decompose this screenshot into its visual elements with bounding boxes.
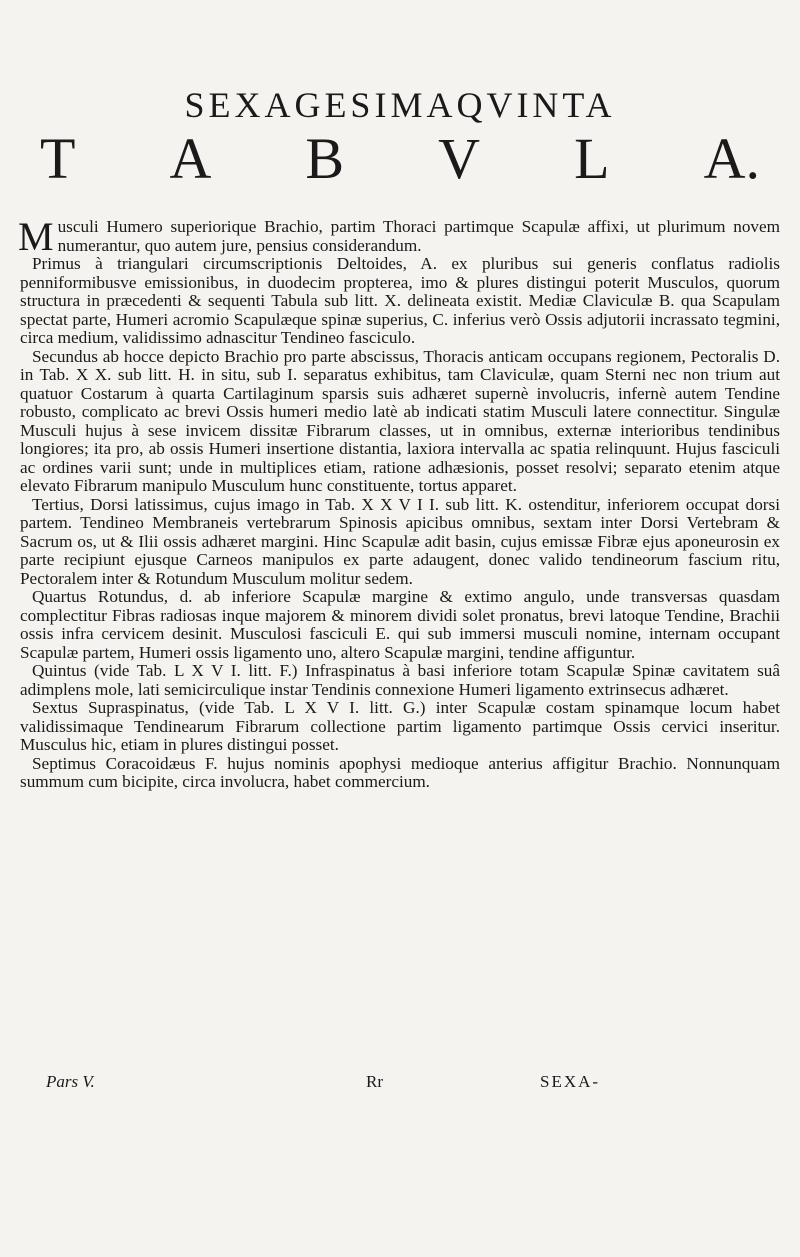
paragraph-text: Quintus (vide Tab. L X V I. litt. F.) Infraspinatus à basi inferiore totam Scapulæ Spinæ cavitatem suâ adimplens mole, lati semicirculique instar Tendinis connexione Humeri ligamento extrinsecus adhæret. (20, 661, 780, 699)
heading-letter: L (574, 126, 610, 191)
paragraph (20, 496, 780, 589)
paragraph (20, 662, 780, 699)
paragraph (20, 699, 780, 755)
heading-letter: T (40, 126, 76, 191)
paragraph (20, 255, 780, 348)
body-text (18, 214, 780, 792)
paragraph (18, 214, 780, 259)
heading-letter: B (305, 126, 345, 191)
heading-letter: A. (703, 126, 760, 191)
paragraph (20, 755, 780, 792)
paragraph (20, 348, 780, 496)
paragraph-text: Septimus Coracoidæus F. hujus nominis apophysi medioque anterius affigitur Brachio. Nonnunquam summum cum bicipite, circa involucra, habet commercium. (20, 753, 780, 791)
paragraph-text: Sextus Supraspinatus, (vide Tab. L X V I. litt. G.) inter Scapulæ costam spinamque locum habet validissimaque Tendinearum Fibrarum collectione partim ligamento partimque Ossis cervici inseritur. Musculus hic, etiam in plures distingui posset. (20, 698, 780, 754)
part-label: Pars V. (46, 1072, 95, 1091)
paragraph (20, 588, 780, 662)
drop-cap: M (18, 214, 54, 259)
catchword: SEXA- (540, 1072, 601, 1091)
paragraph-text: Quartus Rotundus, d. ab inferiore Scapulæ margine & extimo angulo, unde transversas quasdam complectitur Fibras radiosas inque majorem & minorem dividi solet pronatus, brevi latoque Tendine, Brachii ossis infra cervicem desinit. Musculosi fasciculi E. qui sub immersi musculi nomine, internam occupant Scapulæ partem, Humeri ossis ligamento uno, altero Scapulæ margini, tendine affiguntur. (20, 587, 780, 662)
paragraph-text: Secundus ab hocce depicto Brachio pro parte abscissus, Thoracis anticam occupans regionem, Pectoralis D. in Tab. X X. sub litt. H. in situ, sub I. separatus exhibitus, tam Claviculæ, quam Sterni nec non trium aut quatuor Costarum à quarta Cartilaginum sparsis suis adhæret supernè involucris, infernè autem Tendine robusto, complicato ac brevi Ossis humeri medio latè ab indicati statim Musculi latere connectitur. Singulæ Musculi hujus à sese invicem dissitæ Fibrarum classes, ut in omnibus, externæ interioribus tendinibus longiores; ita pro, ab ossis Humeri insertione distantia, laxiora intervalla ac spatia relinquunt. Hujus fasciculi ac ordines varii sunt; unde in multiplices etiam, ratione adhæsionis, posset resolvi; separato etenim atque elevato Fibrarum manipulo Musculum hunc constituente, tortus apparet. (20, 346, 780, 495)
heading-line-1: SEXAGESIMAQVINTA (184, 85, 616, 125)
page-footer (0, 1072, 800, 1096)
paragraph-text: usculi Humero superiorique Brachio, partim Thoraci partimque Scapulæ affixi, ut plurimum novem numerantur, quo autem jure, pensius considerandum. (57, 217, 780, 255)
heading-letter: V (438, 126, 481, 191)
heading-letter: A (169, 126, 212, 191)
heading-line-2 (40, 126, 760, 192)
signature-mark: Rr (366, 1072, 383, 1091)
paragraph-text: Primus à triangulari circumscriptionis Deltoides, A. ex pluribus sui generis conflatus radiolis penniformibusve emissionibus, in duodecim propterea, imo & plures distingui poterit Musculos, quorum structura in præcedenti & sequenti Tabula sub litt. X. delineata existit. Mediæ Claviculæ B. qua Scapulam spectat parte, Humeri acromio Scapulæque spinæ superius, C. inferius verò Ossis adjutorii incrassato tegmini, circa medium, validissimo adnascitur Tendineo fasciculo. (20, 254, 780, 347)
paragraph-text: Tertius, Dorsi latissimus, cujus imago in Tab. X X V I I. sub litt. K. ostenditur, inferiorem occupat dorsi partem. Tendineo Membraneis vertebrarum Spinosis apicibus omnibus, sextam inter Dorsi Vertebram & Sacrum os, ut & Ilii ossis adhæret margini. Hinc Scapulæ adit basin, cujus emissæ Fibræ ejus aponeurosin ex parte recipiunt ejusque Carneos manipulos ex parte adaugent, donec valido tendineorum fascium ritu, Pectoralem inter & Rotundum Musculum molitur sedem. (20, 494, 780, 588)
